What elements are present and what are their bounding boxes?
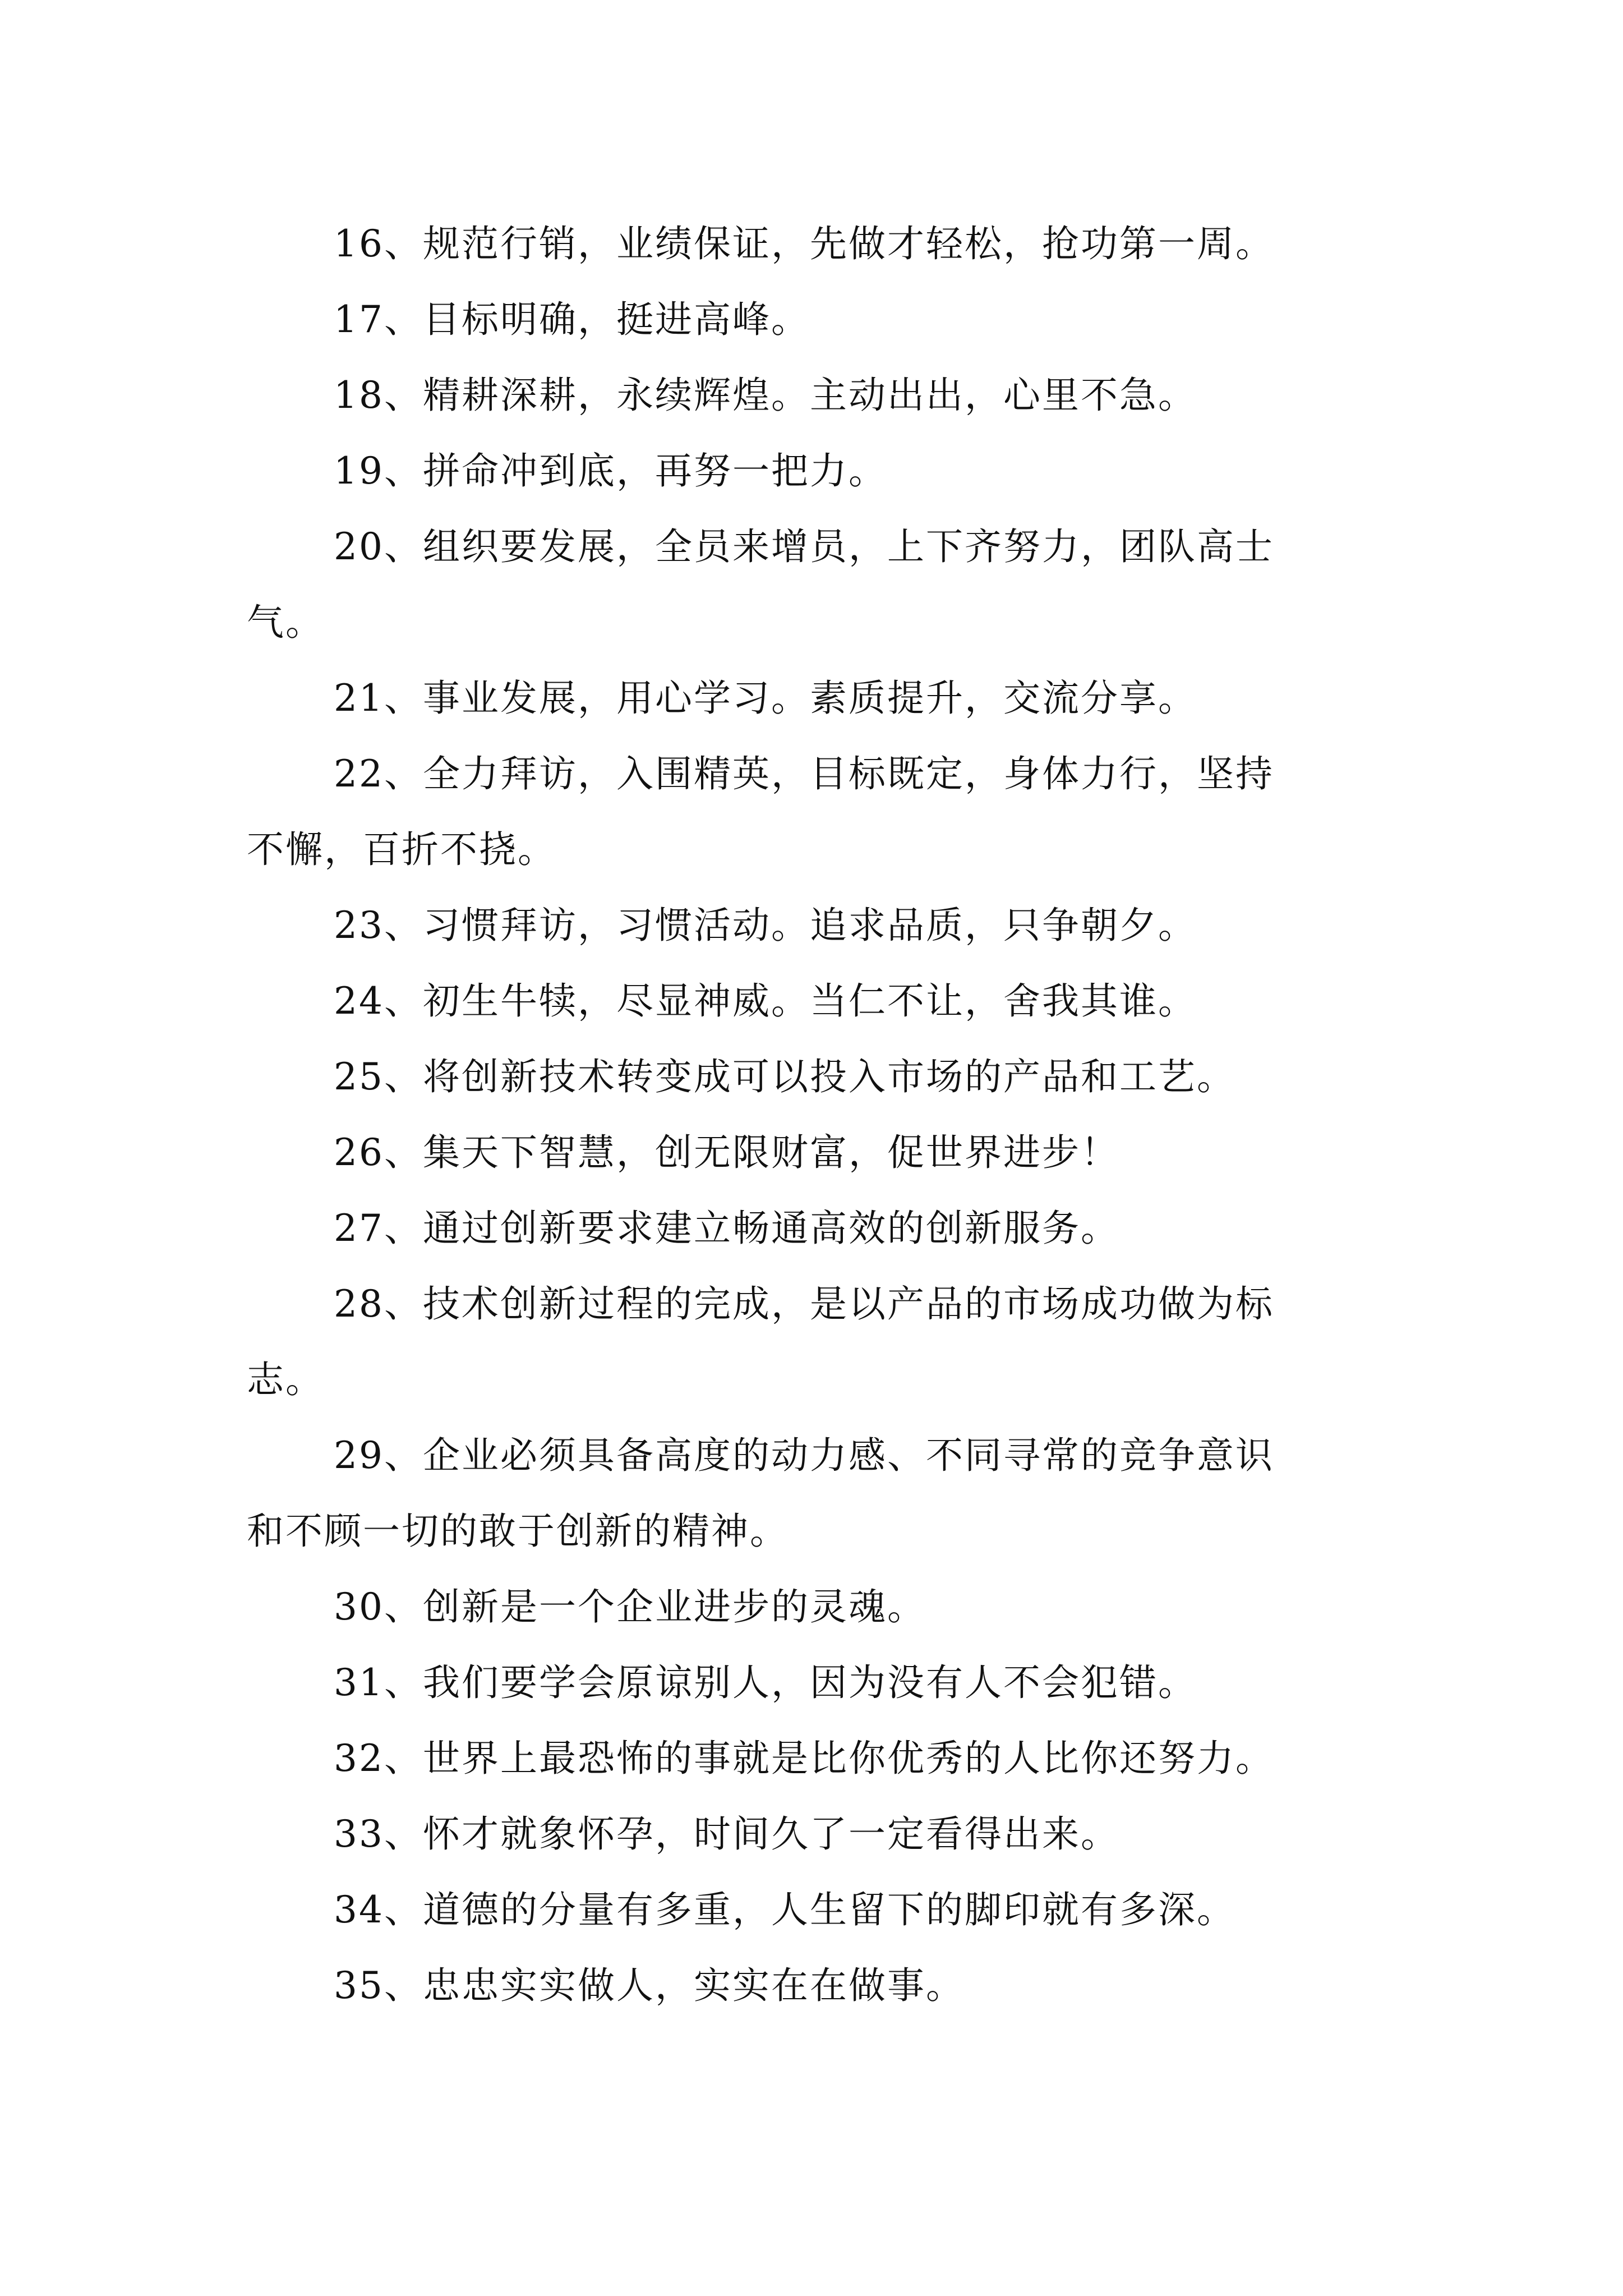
list-item-18: 18、精耕深耕，永续辉煌。主动出出，心里不急。 bbox=[334, 374, 1197, 417]
list-item-17: 17、目标明确，挺进高峰。 bbox=[334, 298, 810, 341]
list-item-29: 29、企业必须具备高度的动力感、不同寻常的竞争意识 bbox=[334, 1434, 1274, 1477]
list-item-32: 32、世界上最恐怖的事就是比你优秀的人比你还努力。 bbox=[334, 1737, 1274, 1780]
list-item-24: 24、初生牛犊，尽显神威。当仁不让，舍我其谁。 bbox=[334, 979, 1197, 1023]
list-item-16: 16、规范行销，业绩保证，先做才轻松，抢功第一周。 bbox=[334, 222, 1274, 265]
list-item-34: 34、道德的分量有多重，人生留下的脚印就有多深。 bbox=[334, 1888, 1235, 1931]
list-item-22: 22、全力拜访，入围精英，目标既定，身体力行，坚持 bbox=[334, 752, 1274, 795]
list-item-28-continuation: 志。 bbox=[247, 1358, 324, 1401]
list-item-30: 30、创新是一个企业进步的灵魂。 bbox=[334, 1585, 926, 1628]
list-item-31: 31、我们要学会原谅别人，因为没有人不会犯错。 bbox=[334, 1661, 1197, 1704]
list-item-21: 21、事业发展，用心学习。素质提升，交流分享。 bbox=[334, 677, 1197, 720]
list-item-33: 33、怀才就象怀孕，时间久了一定看得出来。 bbox=[334, 1812, 1119, 1856]
list-item-27: 27、通过创新要求建立畅通高效的创新服务。 bbox=[334, 1207, 1119, 1250]
list-item-35: 35、忠忠实实做人，实实在在做事。 bbox=[334, 1964, 965, 2007]
list-item-22-continuation: 不懈，百折不挠。 bbox=[247, 828, 556, 871]
list-item-19: 19、拼命冲到底，再努一把力。 bbox=[334, 449, 887, 493]
list-item-20-continuation: 气。 bbox=[247, 601, 324, 644]
list-item-23: 23、习惯拜访，习惯活动。追求品质，只争朝夕。 bbox=[334, 904, 1197, 947]
list-item-29-continuation: 和不顾一切的敢于创新的精神。 bbox=[247, 1510, 789, 1553]
list-item-25: 25、将创新技术转变成可以投入市场的产品和工艺。 bbox=[334, 1055, 1235, 1098]
list-item-26: 26、集天下智慧，创无限财富，促世界进步！ bbox=[334, 1131, 1119, 1174]
list-item-20: 20、组织要发展，全员来增员，上下齐努力，团队高士 bbox=[334, 525, 1274, 568]
list-item-28: 28、技术创新过程的完成，是以产品的市场成功做为标 bbox=[334, 1282, 1274, 1326]
